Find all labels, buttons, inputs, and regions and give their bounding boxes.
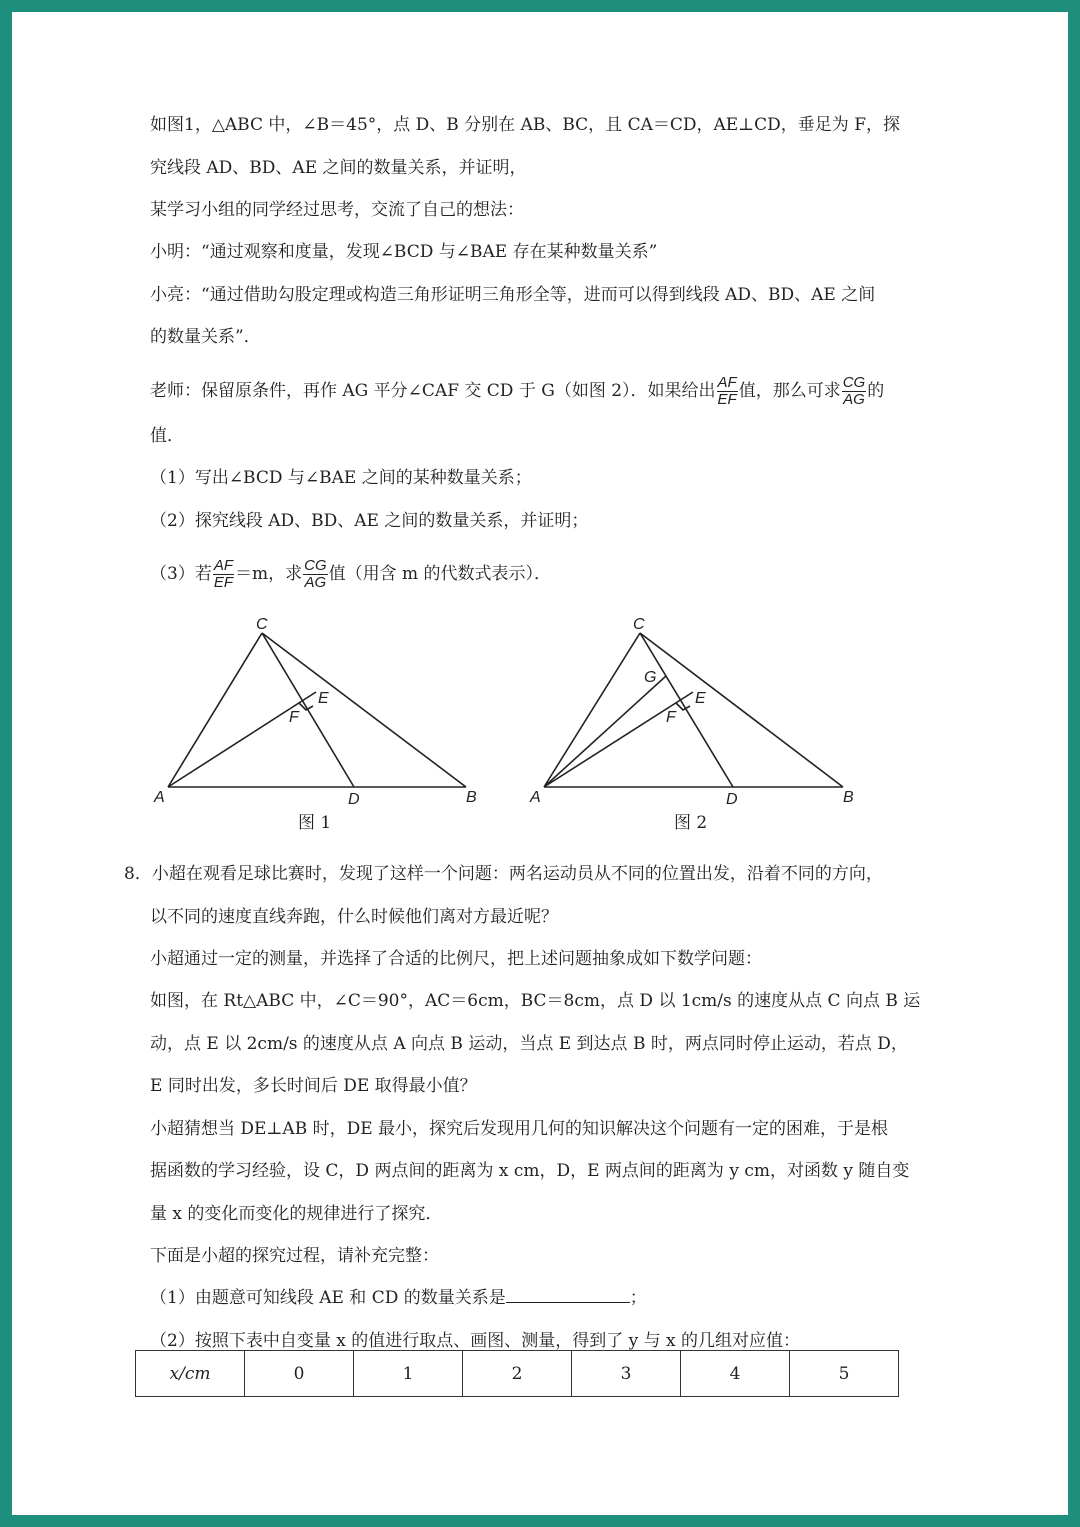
table-row bbox=[136, 1351, 899, 1397]
figure-2-caption: 图 2 bbox=[674, 813, 708, 833]
q8-line-1: 8．小超在观看足球比赛时，发现了这样一个问题：两名运动员从不同的位置出发，沿着不同的方向， bbox=[124, 864, 883, 884]
q8-subq-2: （2）按照下表中自变量 x 的值进行取点、画图、测量，得到了 y 与 x 的几组对应值： bbox=[150, 1331, 801, 1351]
label-f: F bbox=[289, 709, 299, 726]
q8-line-8: 据函数的学习经验，设 C，D 两点间的距离为 x cm，D，E 两点间的距离为 y cm，对函数 y 随自变 bbox=[150, 1161, 910, 1181]
q8-line-2: 以不同的速度直线奔跑，什么时候他们离对方最近呢？ bbox=[150, 907, 558, 927]
fraction-denominator: AG bbox=[843, 391, 865, 408]
figures bbox=[0, 600, 1080, 840]
answer-blank[interactable] bbox=[506, 1286, 630, 1303]
table-cell: 3 bbox=[572, 1351, 681, 1397]
q8-line-6: E 同时出发，多长时间后 DE 取得最小值？ bbox=[150, 1076, 477, 1096]
segment-ac bbox=[168, 633, 262, 787]
q8-line-3: 小超通过一定的测量，并选择了合适的比例尺，把上述问题抽象成如下数学问题： bbox=[150, 949, 762, 969]
label-b: B bbox=[843, 789, 854, 806]
figure-1-caption: 图 1 bbox=[298, 813, 332, 833]
q7-line-3: 某学习小组的同学经过思考，交流了自己的想法： bbox=[150, 200, 524, 220]
fraction-numerator: AF bbox=[717, 374, 737, 391]
label-c: C bbox=[633, 616, 645, 633]
table-header-cell: x/cm bbox=[136, 1351, 245, 1397]
fraction-denominator: EF bbox=[717, 391, 737, 408]
figure-1 bbox=[168, 633, 466, 787]
label-e: E bbox=[695, 690, 706, 707]
fraction-af-ef bbox=[213, 558, 234, 591]
q7-subq-3-text-c: 值（用含 m 的代数式表示）． bbox=[328, 564, 552, 584]
table-cell: 2 bbox=[463, 1351, 572, 1397]
q7-subq-3 bbox=[150, 558, 551, 591]
label-e: E bbox=[318, 690, 329, 707]
q7-line-4: 小明：“通过观察和度量，发现∠BCD 与∠BAE 存在某种数量关系” bbox=[150, 242, 658, 262]
q7-teacher-text-b: 值，那么可求 bbox=[738, 381, 841, 401]
figure-2 bbox=[544, 633, 843, 787]
fraction-af-ef bbox=[717, 375, 738, 408]
q7-subq-1: （1）写出∠BCD 与∠BAE 之间的某种数量关系； bbox=[150, 468, 532, 488]
table-cell: 5 bbox=[790, 1351, 899, 1397]
value-table bbox=[135, 1350, 899, 1397]
label-f: F bbox=[666, 709, 676, 726]
table-cell: 1 bbox=[354, 1351, 463, 1397]
fraction-numerator: CG bbox=[842, 374, 866, 391]
q8-subq-1 bbox=[150, 1286, 647, 1310]
q8-line-7: 小超猜想当 DE⊥AB 时，DE 最小，探究后发现用几何的知识解决这个问题有一定的困难，于是根 bbox=[150, 1119, 889, 1139]
q7-teacher-text-a: 老师：保留原条件，再作 AG 平分∠CAF 交 CD 于 G（如图 2）．如果给出 bbox=[150, 381, 716, 401]
figure-1-labels bbox=[153, 616, 477, 833]
segment-cd bbox=[640, 633, 733, 787]
q7-teacher-text-c: 的 bbox=[867, 381, 885, 401]
label-g: G bbox=[644, 669, 657, 686]
q7-subq-3-text-a: （3）若 bbox=[150, 564, 212, 584]
fraction-cg-ag bbox=[303, 558, 328, 591]
q7-line-5: 小亮：“通过借助勾股定理或构造三角形证明三角形全等，进而可以得到线段 AD、BD、AE 之间 bbox=[150, 285, 876, 305]
segment-ae bbox=[168, 692, 316, 787]
q7-line-2: 究线段 AD、BD、AE 之间的数量关系，并证明， bbox=[150, 158, 527, 178]
q7-line-6: 的数量关系”． bbox=[150, 327, 261, 347]
label-a: A bbox=[154, 789, 165, 806]
fraction-denominator: EF bbox=[213, 574, 233, 591]
label-d: D bbox=[726, 791, 738, 808]
table-cell: 4 bbox=[681, 1351, 790, 1397]
q7-subq-3-text-b: ＝m，求 bbox=[235, 564, 303, 584]
fraction-denominator: AG bbox=[304, 574, 327, 591]
label-a: A bbox=[530, 789, 541, 806]
q7-subq-2: （2）探究线段 AD、BD、AE 之间的数量关系，并证明； bbox=[150, 511, 589, 531]
q7-line-8: 值． bbox=[150, 426, 184, 446]
segment-ac bbox=[544, 633, 640, 787]
q8-subq-1-text: （1）由题意可知线段 AE 和 CD 的数量关系是 bbox=[150, 1288, 506, 1308]
q7-line-1: 如图1，△ABC 中，∠B＝45°，点 D、B 分别在 AB、BC，且 CA＝CD，AE⊥CD，垂足为 F，探 bbox=[150, 115, 901, 135]
q8-line-5: 动，点 E 以 2cm/s 的速度从点 A 向点 B 运动，当点 E 到达点 B 时，两点同时停止运动，若点 D， bbox=[150, 1034, 908, 1054]
label-b: B bbox=[466, 789, 477, 806]
segment-ag bbox=[544, 676, 666, 787]
fraction-numerator: CG bbox=[304, 557, 327, 574]
q8-line-9: 量 x 的变化而变化的规律进行了探究． bbox=[150, 1204, 443, 1224]
segment-ae bbox=[544, 692, 693, 787]
q7-teacher-line bbox=[150, 375, 884, 408]
q8-subq-1-end: ； bbox=[629, 1288, 647, 1308]
q8-line-10: 下面是小超的探究过程，请补充完整： bbox=[150, 1246, 439, 1266]
fraction-numerator: AF bbox=[213, 557, 233, 574]
q8-line-4: 如图，在 Rt△ABC 中，∠C＝90°，AC＝6cm，BC＝8cm，点 D 以 1cm/s 的速度从点 C 向点 B 运 bbox=[150, 991, 921, 1011]
fraction-cg-ag bbox=[842, 375, 867, 408]
label-d: D bbox=[348, 791, 360, 808]
table-cell: 0 bbox=[245, 1351, 354, 1397]
segment-cd bbox=[262, 633, 354, 787]
figure-2-labels bbox=[529, 616, 854, 833]
label-c: C bbox=[256, 616, 268, 633]
